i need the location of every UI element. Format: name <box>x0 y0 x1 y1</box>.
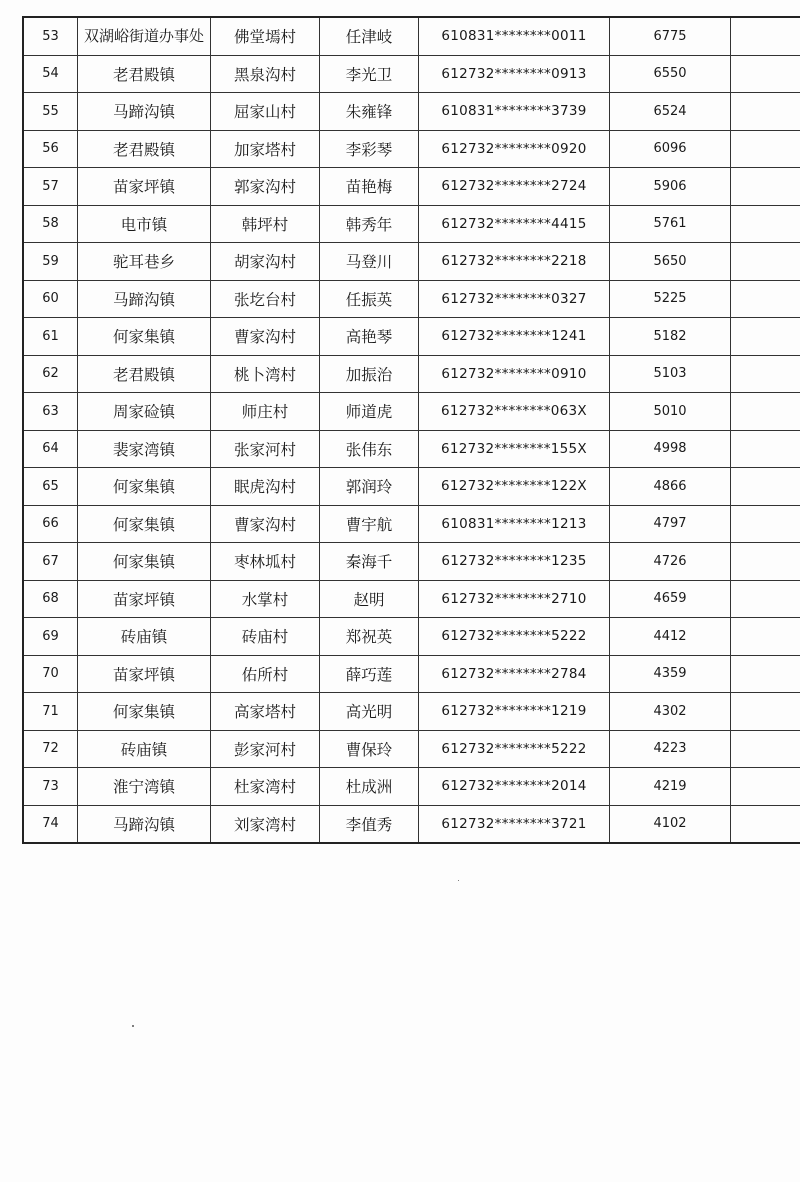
row-number: 73 <box>23 768 78 806</box>
id-number-cell: 612732********2724 <box>419 168 610 206</box>
row-number: 54 <box>23 55 78 93</box>
table-row <box>23 430 800 468</box>
id-number-cell: 612732********122X <box>419 468 610 506</box>
note-cell <box>731 55 800 93</box>
row-number: 63 <box>23 393 78 431</box>
village-cell: 韩坪村 <box>211 205 320 243</box>
town-cell: 何家集镇 <box>78 693 211 731</box>
village-cell: 师庄村 <box>211 393 320 431</box>
row-number: 66 <box>23 505 78 543</box>
id-number-cell: 612732********0920 <box>419 130 610 168</box>
town-cell: 老君殿镇 <box>78 55 211 93</box>
note-cell <box>731 280 800 318</box>
row-number: 71 <box>23 693 78 731</box>
village-cell: 张圪台村 <box>211 280 320 318</box>
village-cell: 张家河村 <box>211 430 320 468</box>
table-row <box>23 17 800 55</box>
town-cell: 马蹄沟镇 <box>78 805 211 843</box>
town-cell: 驼耳巷乡 <box>78 243 211 281</box>
person-name-cell: 韩秀年 <box>320 205 419 243</box>
note-cell <box>731 130 800 168</box>
amount-cell: 5225 <box>610 280 731 318</box>
village-cell: 黑泉沟村 <box>211 55 320 93</box>
note-cell <box>731 168 800 206</box>
table-row <box>23 693 800 731</box>
scan-speck <box>458 880 459 881</box>
id-number-cell: 610831********3739 <box>419 93 610 131</box>
town-cell: 马蹄沟镇 <box>78 280 211 318</box>
amount-cell: 4359 <box>610 655 731 693</box>
row-number: 60 <box>23 280 78 318</box>
note-cell <box>731 17 800 55</box>
village-cell: 曹家沟村 <box>211 505 320 543</box>
id-number-cell: 612732********2014 <box>419 768 610 806</box>
town-cell: 砖庙镇 <box>78 730 211 768</box>
row-number: 74 <box>23 805 78 843</box>
person-name-cell: 赵明 <box>320 580 419 618</box>
village-cell: 曹家沟村 <box>211 318 320 356</box>
person-name-cell: 杜成洲 <box>320 768 419 806</box>
id-number-cell: 612732********0910 <box>419 355 610 393</box>
id-number-cell: 612732********0327 <box>419 280 610 318</box>
table-row <box>23 655 800 693</box>
amount-cell: 5650 <box>610 243 731 281</box>
amount-cell: 4998 <box>610 430 731 468</box>
note-cell <box>731 205 800 243</box>
note-cell <box>731 805 800 843</box>
village-cell: 刘家湾村 <box>211 805 320 843</box>
row-number: 68 <box>23 580 78 618</box>
table-row <box>23 93 800 131</box>
person-name-cell: 郭润玲 <box>320 468 419 506</box>
amount-cell: 6550 <box>610 55 731 93</box>
amount-cell: 4302 <box>610 693 731 731</box>
table-row <box>23 393 800 431</box>
id-number-cell: 612732********3721 <box>419 805 610 843</box>
person-name-cell: 曹宇航 <box>320 505 419 543</box>
id-number-cell: 612732********5222 <box>419 730 610 768</box>
roster-table-body <box>23 17 800 843</box>
amount-cell: 4223 <box>610 730 731 768</box>
person-name-cell: 师道虎 <box>320 393 419 431</box>
id-number-cell: 612732********0913 <box>419 55 610 93</box>
town-cell: 何家集镇 <box>78 543 211 581</box>
amount-cell: 4412 <box>610 618 731 656</box>
id-number-cell: 610831********0011 <box>419 17 610 55</box>
amount-cell: 4102 <box>610 805 731 843</box>
row-number: 69 <box>23 618 78 656</box>
row-number: 70 <box>23 655 78 693</box>
note-cell <box>731 618 800 656</box>
person-name-cell: 任振英 <box>320 280 419 318</box>
note-cell <box>731 393 800 431</box>
row-number: 58 <box>23 205 78 243</box>
table-row <box>23 730 800 768</box>
person-name-cell: 苗艳梅 <box>320 168 419 206</box>
note-cell <box>731 430 800 468</box>
person-name-cell: 朱雍锋 <box>320 93 419 131</box>
row-number: 53 <box>23 17 78 55</box>
town-cell: 周家硷镇 <box>78 393 211 431</box>
person-name-cell: 薛巧莲 <box>320 655 419 693</box>
amount-cell: 4659 <box>610 580 731 618</box>
village-cell: 水掌村 <box>211 580 320 618</box>
village-cell: 杜家湾村 <box>211 768 320 806</box>
town-cell: 淮宁湾镇 <box>78 768 211 806</box>
id-number-cell: 612732********2218 <box>419 243 610 281</box>
note-cell <box>731 655 800 693</box>
table-row <box>23 55 800 93</box>
table-row <box>23 618 800 656</box>
table-row <box>23 355 800 393</box>
amount-cell: 4726 <box>610 543 731 581</box>
person-name-cell: 张伟东 <box>320 430 419 468</box>
table-row <box>23 468 800 506</box>
row-number: 64 <box>23 430 78 468</box>
person-name-cell: 曹保玲 <box>320 730 419 768</box>
id-number-cell: 612732********2710 <box>419 580 610 618</box>
note-cell <box>731 243 800 281</box>
note-cell <box>731 355 800 393</box>
row-number: 61 <box>23 318 78 356</box>
town-cell: 苗家坪镇 <box>78 580 211 618</box>
town-cell: 马蹄沟镇 <box>78 93 211 131</box>
village-cell: 枣林坬村 <box>211 543 320 581</box>
table-row <box>23 130 800 168</box>
row-number: 67 <box>23 543 78 581</box>
village-cell: 加家塔村 <box>211 130 320 168</box>
table-row <box>23 280 800 318</box>
person-name-cell: 郑祝英 <box>320 618 419 656</box>
amount-cell: 6096 <box>610 130 731 168</box>
town-cell: 何家集镇 <box>78 468 211 506</box>
village-cell: 彭家河村 <box>211 730 320 768</box>
note-cell <box>731 93 800 131</box>
village-cell: 屈家山村 <box>211 93 320 131</box>
town-cell: 砖庙镇 <box>78 618 211 656</box>
person-name-cell: 任津岐 <box>320 17 419 55</box>
id-number-cell: 612732********155X <box>419 430 610 468</box>
id-number-cell: 612732********1235 <box>419 543 610 581</box>
person-name-cell: 李值秀 <box>320 805 419 843</box>
row-number: 59 <box>23 243 78 281</box>
amount-cell: 4219 <box>610 768 731 806</box>
town-cell: 裴家湾镇 <box>78 430 211 468</box>
village-cell: 眠虎沟村 <box>211 468 320 506</box>
amount-cell: 5906 <box>610 168 731 206</box>
person-name-cell: 秦海千 <box>320 543 419 581</box>
amount-cell: 5182 <box>610 318 731 356</box>
note-cell <box>731 543 800 581</box>
amount-cell: 4797 <box>610 505 731 543</box>
row-number: 62 <box>23 355 78 393</box>
town-cell: 苗家坪镇 <box>78 168 211 206</box>
row-number: 55 <box>23 93 78 131</box>
person-name-cell: 李彩琴 <box>320 130 419 168</box>
id-number-cell: 612732********4415 <box>419 205 610 243</box>
village-cell: 高家塔村 <box>211 693 320 731</box>
row-number: 72 <box>23 730 78 768</box>
village-cell: 佛堂墕村 <box>211 17 320 55</box>
row-number: 65 <box>23 468 78 506</box>
person-name-cell: 高艳琴 <box>320 318 419 356</box>
roster-table <box>22 16 800 844</box>
id-number-cell: 612732********1241 <box>419 318 610 356</box>
table-row <box>23 168 800 206</box>
table-row <box>23 805 800 843</box>
village-cell: 砖庙村 <box>211 618 320 656</box>
table-row <box>23 205 800 243</box>
person-name-cell: 马登川 <box>320 243 419 281</box>
amount-cell: 5103 <box>610 355 731 393</box>
row-number: 57 <box>23 168 78 206</box>
amount-cell: 6524 <box>610 93 731 131</box>
note-cell <box>731 318 800 356</box>
table-row <box>23 543 800 581</box>
table-row <box>23 768 800 806</box>
person-name-cell: 高光明 <box>320 693 419 731</box>
town-cell: 苗家坪镇 <box>78 655 211 693</box>
id-number-cell: 612732********2784 <box>419 655 610 693</box>
id-number-cell: 612732********063X <box>419 393 610 431</box>
town-cell: 老君殿镇 <box>78 130 211 168</box>
amount-cell: 6775 <box>610 17 731 55</box>
village-cell: 胡家沟村 <box>211 243 320 281</box>
scan-speck <box>132 1025 134 1027</box>
note-cell <box>731 693 800 731</box>
note-cell <box>731 730 800 768</box>
village-cell: 佑所村 <box>211 655 320 693</box>
note-cell <box>731 580 800 618</box>
person-name-cell: 李光卫 <box>320 55 419 93</box>
town-cell: 电市镇 <box>78 205 211 243</box>
village-cell: 郭家沟村 <box>211 168 320 206</box>
amount-cell: 5010 <box>610 393 731 431</box>
row-number: 56 <box>23 130 78 168</box>
village-cell: 桃卜湾村 <box>211 355 320 393</box>
id-number-cell: 612732********5222 <box>419 618 610 656</box>
town-cell: 何家集镇 <box>78 318 211 356</box>
town-cell: 双湖峪街道办事处 <box>78 17 211 55</box>
note-cell <box>731 468 800 506</box>
table-row <box>23 243 800 281</box>
table-row <box>23 580 800 618</box>
note-cell <box>731 505 800 543</box>
person-name-cell: 加振治 <box>320 355 419 393</box>
table-row <box>23 505 800 543</box>
id-number-cell: 610831********1213 <box>419 505 610 543</box>
id-number-cell: 612732********1219 <box>419 693 610 731</box>
town-cell: 老君殿镇 <box>78 355 211 393</box>
note-cell <box>731 768 800 806</box>
amount-cell: 4866 <box>610 468 731 506</box>
amount-cell: 5761 <box>610 205 731 243</box>
town-cell: 何家集镇 <box>78 505 211 543</box>
table-row <box>23 318 800 356</box>
